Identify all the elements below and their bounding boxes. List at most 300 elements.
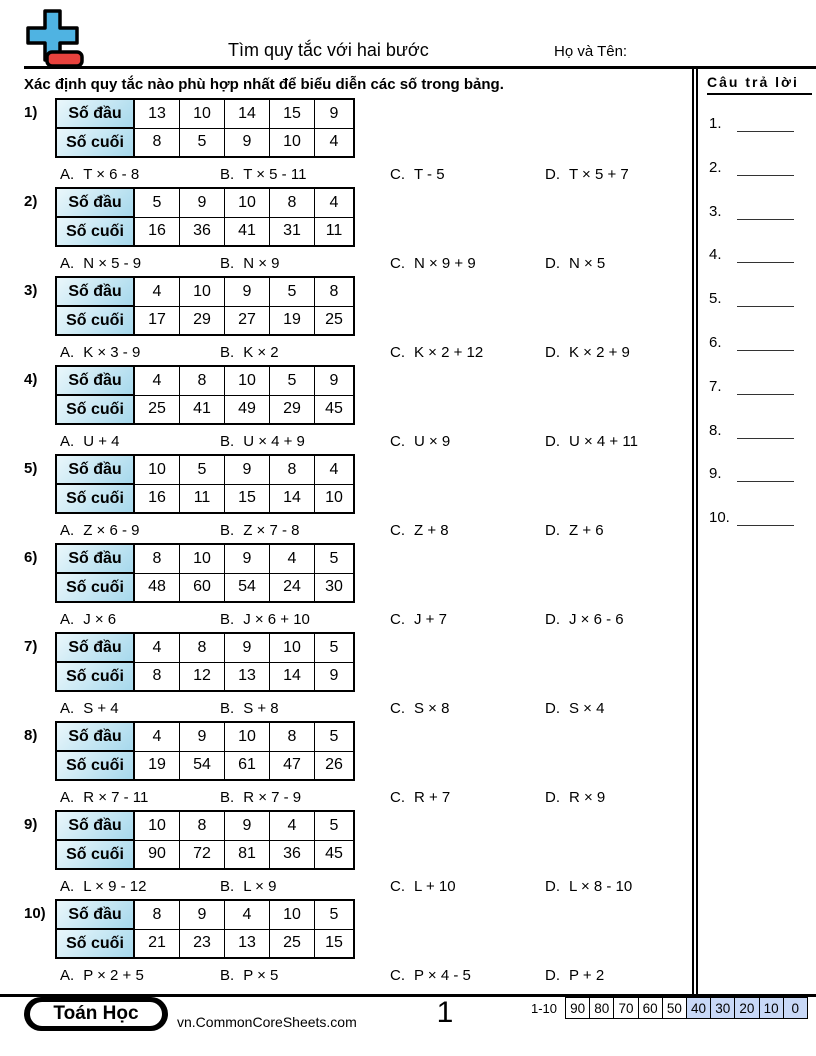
- option-letter: C.: [390, 522, 405, 539]
- answer-blank-line[interactable]: [737, 292, 794, 307]
- option-letter: A.: [60, 611, 75, 628]
- answer-option: [545, 166, 629, 183]
- value-cell: 8: [270, 455, 315, 484]
- answer-option: [390, 611, 447, 628]
- problem-block: [24, 632, 692, 721]
- answer-option: [545, 878, 632, 895]
- row-label-cell: Số đầu: [56, 366, 134, 395]
- value-cell: 10: [225, 722, 270, 751]
- value-cell: 10: [270, 128, 315, 157]
- answer-slot: [709, 509, 794, 526]
- option-rule-text: T × 5 - 11: [243, 166, 307, 183]
- answer-blank-line[interactable]: [737, 117, 794, 132]
- answer-slot: [709, 115, 794, 132]
- row-label-cell: Số đầu: [56, 455, 134, 484]
- values-table: [55, 454, 355, 514]
- option-rule-text: R × 7 - 11: [83, 789, 149, 806]
- values-table: [55, 98, 355, 158]
- problem-block: [24, 454, 692, 543]
- value-cell: 25: [134, 395, 180, 424]
- answer-blank-line[interactable]: [737, 380, 794, 395]
- problem-number: 10): [24, 905, 46, 922]
- value-cell: 13: [225, 662, 270, 691]
- option-rule-text: Z + 6: [569, 522, 604, 539]
- option-rule-text: U × 9: [414, 433, 451, 450]
- grading-scale: [565, 997, 808, 1019]
- values-table: [55, 632, 355, 692]
- option-letter: A.: [60, 700, 75, 717]
- value-cell: 8: [180, 366, 225, 395]
- value-cell: 10: [134, 455, 180, 484]
- value-cell: 9: [225, 633, 270, 662]
- value-cell: 81: [225, 840, 270, 869]
- option-rule-text: S × 8: [414, 700, 450, 717]
- score-range-label: 1-10: [531, 1001, 558, 1016]
- value-cell: 24: [270, 573, 315, 602]
- answer-option: [545, 611, 624, 628]
- option-letter: B.: [220, 967, 235, 984]
- problem-block: [24, 276, 692, 365]
- answer-option: [60, 700, 119, 717]
- answer-option: [545, 433, 638, 450]
- option-rule-text: K × 2 + 12: [414, 344, 484, 361]
- problem-block: [24, 365, 692, 454]
- row-label-cell: Số cuối: [56, 217, 134, 246]
- answer-slot-number: 3.: [709, 202, 722, 220]
- score-cell: 10: [759, 998, 783, 1018]
- value-cell: 45: [315, 840, 355, 869]
- value-cell: 10: [134, 811, 180, 840]
- value-cell: 36: [180, 217, 225, 246]
- score-cell: 30: [710, 998, 734, 1018]
- answer-sidebar: [692, 68, 816, 994]
- answer-option: [545, 967, 604, 984]
- option-rule-text: P × 2 + 5: [83, 967, 144, 984]
- name-label: Họ và Tên:: [554, 43, 628, 60]
- answer-option: [60, 967, 144, 984]
- option-rule-text: T - 5: [414, 166, 445, 183]
- row-label-cell: Số đầu: [56, 900, 134, 929]
- option-rule-text: T × 5 + 7: [569, 166, 629, 183]
- answer-slot-number: 1.: [709, 115, 722, 132]
- option-letter: A.: [60, 255, 75, 272]
- value-cell: 10: [270, 900, 315, 929]
- option-rule-text: U × 4 + 9: [243, 433, 305, 450]
- option-letter: D.: [545, 611, 560, 628]
- answer-slot: [709, 203, 794, 220]
- option-letter: D.: [545, 789, 560, 806]
- value-cell: 15: [225, 484, 270, 513]
- value-cell: 5: [180, 128, 225, 157]
- value-cell: 14: [270, 662, 315, 691]
- option-letter: B.: [220, 166, 235, 183]
- value-cell: 8: [180, 811, 225, 840]
- answer-column-title: Câu trả lời: [707, 74, 812, 95]
- row-label-cell: Số cuối: [56, 395, 134, 424]
- score-cell: 80: [589, 998, 613, 1018]
- value-cell: 10: [180, 277, 225, 306]
- option-rule-text: T × 6 - 8: [83, 166, 140, 183]
- answer-slot-number: 10.: [709, 509, 730, 527]
- option-rule-text: K × 2: [243, 344, 279, 361]
- answer-blank-line[interactable]: [737, 467, 794, 482]
- value-cell: 9: [225, 128, 270, 157]
- value-cell: 9: [225, 455, 270, 484]
- values-table: [55, 810, 355, 870]
- answer-option: [390, 700, 449, 717]
- option-rule-text: N × 9 + 9: [414, 255, 476, 272]
- option-rule-text: S + 4: [83, 700, 119, 717]
- option-letter: A.: [60, 789, 75, 806]
- value-cell: 4: [134, 366, 180, 395]
- value-cell: 47: [270, 751, 315, 780]
- row-label-cell: Số cuối: [56, 840, 134, 869]
- value-cell: 9: [315, 662, 355, 691]
- answer-option: [390, 789, 450, 806]
- value-cell: 5: [315, 544, 355, 573]
- answer-blank-line[interactable]: [737, 161, 794, 176]
- value-cell: 5: [270, 277, 315, 306]
- option-letter: C.: [390, 166, 405, 183]
- value-cell: 27: [225, 306, 270, 335]
- option-rule-text: Z + 8: [414, 522, 449, 539]
- plus-minus-logo: [20, 8, 86, 70]
- values-table: [55, 276, 355, 336]
- problem-block: [24, 721, 692, 810]
- value-cell: 49: [225, 395, 270, 424]
- value-cell: 54: [180, 751, 225, 780]
- value-cell: 13: [134, 99, 180, 128]
- option-rule-text: L × 8 - 10: [569, 878, 633, 895]
- option-letter: C.: [390, 611, 405, 628]
- option-letter: B.: [220, 255, 235, 272]
- problem-block: [24, 899, 692, 988]
- score-cell: 0: [783, 998, 807, 1018]
- answer-option: [390, 344, 483, 361]
- value-cell: 54: [225, 573, 270, 602]
- option-letter: D.: [545, 878, 560, 895]
- value-cell: 8: [270, 188, 315, 217]
- value-cell: 9: [180, 722, 225, 751]
- option-rule-text: P + 2: [569, 967, 605, 984]
- option-letter: B.: [220, 611, 235, 628]
- answer-option: [60, 433, 119, 450]
- value-cell: 23: [180, 929, 225, 958]
- answer-option: [390, 967, 471, 984]
- answer-option: [60, 255, 141, 272]
- option-letter: A.: [60, 433, 75, 450]
- value-cell: 45: [315, 395, 355, 424]
- value-cell: 9: [315, 99, 355, 128]
- option-rule-text: U + 4: [83, 433, 120, 450]
- subject-badge: [24, 997, 168, 1031]
- value-cell: 5: [134, 188, 180, 217]
- problem-number: 8): [24, 727, 38, 744]
- value-cell: 19: [134, 751, 180, 780]
- value-cell: 25: [315, 306, 355, 335]
- value-cell: 26: [315, 751, 355, 780]
- score-cell: 20: [734, 998, 758, 1018]
- answer-slot-number: 9.: [709, 465, 722, 483]
- value-cell: 5: [315, 811, 355, 840]
- value-cell: 10: [270, 633, 315, 662]
- problem-number: 7): [24, 638, 38, 655]
- value-cell: 8: [270, 722, 315, 751]
- option-letter: A.: [60, 344, 75, 361]
- site-credit: vn.CommonCoreSheets.com: [177, 1014, 357, 1030]
- answer-option: [60, 611, 116, 628]
- answer-option: [60, 878, 146, 895]
- value-cell: 21: [134, 929, 180, 958]
- value-cell: 16: [134, 217, 180, 246]
- answer-option: [545, 789, 605, 806]
- score-cell: 60: [638, 998, 662, 1018]
- value-cell: 9: [180, 188, 225, 217]
- option-rule-text: K × 3 - 9: [83, 344, 141, 361]
- score-cell: 70: [613, 998, 637, 1018]
- option-letter: B.: [220, 433, 235, 450]
- row-label-cell: Số đầu: [56, 544, 134, 573]
- values-table: [55, 187, 355, 247]
- option-letter: C.: [390, 789, 405, 806]
- option-rule-text: J × 6 + 10: [243, 611, 310, 628]
- answer-option: [545, 700, 604, 717]
- option-rule-text: K × 2 + 9: [569, 344, 630, 361]
- option-letter: D.: [545, 522, 560, 539]
- option-rule-text: Z × 7 - 8: [243, 522, 300, 539]
- value-cell: 19: [270, 306, 315, 335]
- answer-blank-line[interactable]: [737, 424, 794, 439]
- value-cell: 11: [180, 484, 225, 513]
- problem-block: [24, 187, 692, 276]
- instruction-text: Xác định quy tắc nào phù hợp nhất để biểu diễn các số trong bảng.: [24, 76, 504, 93]
- value-cell: 4: [134, 277, 180, 306]
- answer-slot-number: 6.: [709, 334, 722, 351]
- option-rule-text: N × 5 - 9: [83, 255, 142, 272]
- problem-block: [24, 810, 692, 899]
- answer-slot-number: 8.: [709, 421, 722, 439]
- subject-badge-label: Toán Học: [30, 1002, 162, 1026]
- problem-number: 1): [24, 104, 38, 121]
- value-cell: 4: [315, 128, 355, 157]
- answer-option: [545, 255, 605, 272]
- value-cell: 5: [315, 722, 355, 751]
- value-cell: 9: [315, 366, 355, 395]
- value-cell: 13: [225, 929, 270, 958]
- value-cell: 14: [270, 484, 315, 513]
- option-letter: D.: [545, 344, 560, 361]
- option-rule-text: N × 5: [569, 255, 606, 272]
- option-rule-text: R × 7 - 9: [243, 789, 302, 806]
- value-cell: 11: [315, 217, 355, 246]
- answer-slot-number: 4.: [709, 246, 722, 264]
- row-label-cell: Số đầu: [56, 277, 134, 306]
- row-label-cell: Số đầu: [56, 188, 134, 217]
- option-rule-text: P × 4 - 5: [414, 967, 471, 984]
- problem-number: 2): [24, 193, 38, 210]
- value-cell: 10: [225, 188, 270, 217]
- option-letter: A.: [60, 522, 75, 539]
- answer-blank-line[interactable]: [737, 511, 794, 526]
- value-cell: 5: [180, 455, 225, 484]
- value-cell: 8: [134, 662, 180, 691]
- value-cell: 17: [134, 306, 180, 335]
- option-rule-text: L × 9: [243, 878, 277, 895]
- answer-option: [220, 967, 278, 984]
- value-cell: 8: [180, 633, 225, 662]
- value-cell: 8: [134, 544, 180, 573]
- option-rule-text: S × 4: [569, 700, 605, 717]
- score-cell: 90: [566, 998, 589, 1018]
- value-cell: 8: [134, 128, 180, 157]
- answer-option: [60, 344, 140, 361]
- answer-slot: [709, 246, 794, 263]
- option-rule-text: N × 9: [243, 255, 280, 272]
- option-rule-text: L + 10: [414, 878, 456, 895]
- value-cell: 5: [315, 633, 355, 662]
- option-letter: B.: [220, 522, 235, 539]
- value-cell: 4: [134, 633, 180, 662]
- answer-blank-line[interactable]: [737, 248, 794, 263]
- value-cell: 5: [315, 900, 355, 929]
- value-cell: 4: [270, 811, 315, 840]
- answer-slot-number: 2.: [709, 158, 722, 176]
- value-cell: 72: [180, 840, 225, 869]
- value-cell: 8: [315, 277, 355, 306]
- option-rule-text: Z × 6 - 9: [83, 522, 140, 539]
- problem-number: 4): [24, 371, 38, 388]
- option-letter: D.: [545, 433, 560, 450]
- option-letter: A.: [60, 967, 75, 984]
- score-cell: 40: [686, 998, 710, 1018]
- answer-option: [545, 522, 604, 539]
- answer-slot: [709, 159, 794, 176]
- answer-option: [220, 433, 305, 450]
- row-label-cell: Số đầu: [56, 811, 134, 840]
- option-rule-text: L × 9 - 12: [83, 878, 147, 895]
- option-rule-text: J + 7: [414, 611, 447, 628]
- answer-slot-number: 7.: [709, 377, 722, 395]
- answer-slot: [709, 290, 794, 307]
- value-cell: 4: [315, 188, 355, 217]
- answer-option: [60, 166, 139, 183]
- row-label-cell: Số cuối: [56, 929, 134, 958]
- option-letter: D.: [545, 700, 560, 717]
- value-cell: 10: [180, 99, 225, 128]
- value-cell: 14: [225, 99, 270, 128]
- value-cell: 29: [180, 306, 225, 335]
- value-cell: 10: [180, 544, 225, 573]
- option-rule-text: P × 5: [243, 967, 279, 984]
- answer-option: [60, 522, 139, 539]
- answer-option: [220, 700, 279, 717]
- answer-option: [220, 789, 301, 806]
- row-label-cell: Số đầu: [56, 99, 134, 128]
- answer-option: [390, 255, 476, 272]
- row-label-cell: Số cuối: [56, 128, 134, 157]
- answer-option: [220, 878, 276, 895]
- value-cell: 48: [134, 573, 180, 602]
- value-cell: 41: [180, 395, 225, 424]
- answer-slot: [709, 465, 794, 482]
- option-letter: C.: [390, 344, 405, 361]
- option-letter: C.: [390, 967, 405, 984]
- option-letter: A.: [60, 878, 75, 895]
- value-cell: 29: [270, 395, 315, 424]
- page-number: 1: [436, 996, 454, 1029]
- value-cell: 9: [225, 277, 270, 306]
- problem-number: 9): [24, 816, 38, 833]
- answer-option: [60, 789, 148, 806]
- values-table: [55, 721, 355, 781]
- option-letter: C.: [390, 878, 405, 895]
- value-cell: 4: [134, 722, 180, 751]
- problem-block: [24, 98, 692, 187]
- row-label-cell: Số cuối: [56, 662, 134, 691]
- answer-option: [390, 433, 450, 450]
- row-label-cell: Số cuối: [56, 573, 134, 602]
- option-letter: D.: [545, 967, 560, 984]
- value-cell: 25: [270, 929, 315, 958]
- answer-blank-line[interactable]: [737, 336, 794, 351]
- answer-option: [220, 166, 306, 183]
- answer-option: [390, 878, 456, 895]
- option-rule-text: R + 7: [414, 789, 451, 806]
- value-cell: 16: [134, 484, 180, 513]
- option-letter: B.: [220, 789, 235, 806]
- value-cell: 36: [270, 840, 315, 869]
- value-cell: 4: [270, 544, 315, 573]
- value-cell: 4: [315, 455, 355, 484]
- option-letter: A.: [60, 166, 75, 183]
- option-rule-text: J × 6: [83, 611, 117, 628]
- option-rule-text: S + 8: [243, 700, 279, 717]
- value-cell: 10: [225, 366, 270, 395]
- value-cell: 61: [225, 751, 270, 780]
- answer-option: [220, 611, 310, 628]
- problem-number: 3): [24, 282, 38, 299]
- option-letter: D.: [545, 255, 560, 272]
- option-letter: B.: [220, 878, 235, 895]
- answer-option: [390, 166, 445, 183]
- option-letter: C.: [390, 433, 405, 450]
- values-table: [55, 899, 355, 959]
- answer-option: [545, 344, 630, 361]
- answer-slot: [709, 422, 794, 439]
- answer-slot-number: 5.: [709, 290, 722, 308]
- values-table: [55, 365, 355, 425]
- row-label-cell: Số đầu: [56, 633, 134, 662]
- value-cell: 30: [315, 573, 355, 602]
- score-cell: 50: [662, 998, 686, 1018]
- answer-blank-line[interactable]: [737, 205, 794, 220]
- option-rule-text: U × 4 + 11: [569, 433, 638, 450]
- option-letter: D.: [545, 166, 560, 183]
- value-cell: 15: [315, 929, 355, 958]
- problem-block: [24, 543, 692, 632]
- value-cell: 90: [134, 840, 180, 869]
- value-cell: 4: [225, 900, 270, 929]
- value-cell: 60: [180, 573, 225, 602]
- answer-option: [220, 522, 299, 539]
- option-letter: B.: [220, 344, 235, 361]
- value-cell: 41: [225, 217, 270, 246]
- option-rule-text: R × 9: [569, 789, 606, 806]
- problem-number: 5): [24, 460, 38, 477]
- value-cell: 15: [270, 99, 315, 128]
- answer-option: [390, 522, 449, 539]
- value-cell: 31: [270, 217, 315, 246]
